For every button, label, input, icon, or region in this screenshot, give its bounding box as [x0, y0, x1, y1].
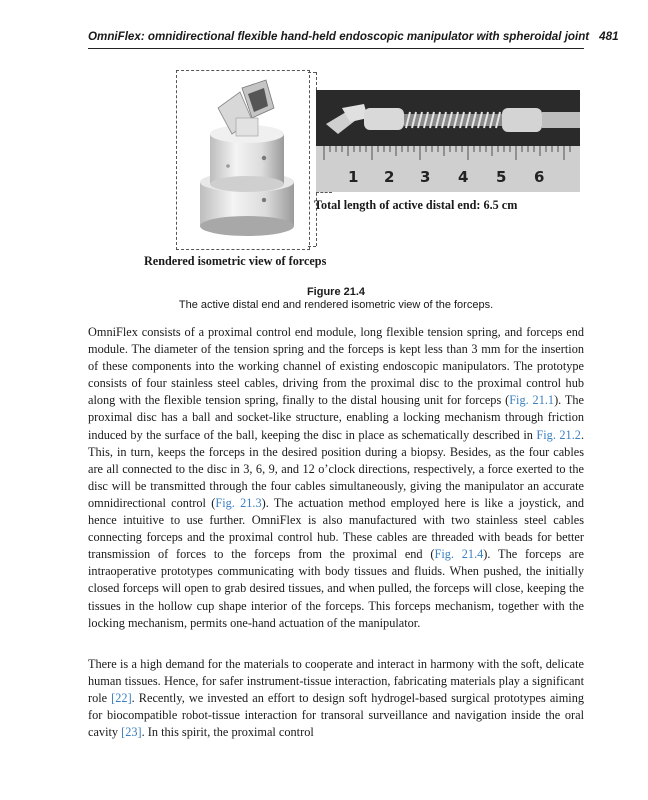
figure-reference-link[interactable]: Fig. 21.4	[434, 547, 484, 562]
body-paragraph	[88, 656, 584, 741]
figure-label: Figure 21.4	[306, 286, 366, 298]
text-run: OmniFlex consists of a proximal control end module, long flexible tension spring, and forceps end module. The diameter of the tension spring and the forceps is kept less than 3 mm for the insertion of these components into the working channel of existing endoscopic manipulators. The prototype consists of four stainless steel cables, driving from the proximal disc to the proximal control hub along with the flexible tension spring, finally to the distal housing unit for forceps (	[88, 325, 584, 408]
figure-reference-link[interactable]: Fig. 21.2	[536, 427, 581, 442]
ruler-number: 6	[534, 168, 545, 186]
connector-line	[308, 246, 316, 247]
text-run: There is a high demand for the materials to cooperate and interact in harmony with the soft, delicate human tissues. Hence, for safer instrument-tissue interaction, fabricating materials play a significant role	[88, 657, 584, 706]
text-run: ). The actuation method employed here is like a joystick, and hence intuitive to use further. OmniFlex is also manufactured with two stainless steel cables connecting forceps and the proximal control hub. These cables are threaded with beads for better transmission of forces to the forceps from the proximal end (	[88, 495, 584, 562]
text-run: . This, in turn, keeps the forceps in the desired position during a biopsy. Besides, as the four cables are all connected to the disc in 3, 6, 9, and 12 o’clock directions, respectively, a force exerted to the disc will be transmitted through the four cables simultaneously, giving the manipulator an accurate omnidirectional control (	[88, 427, 585, 510]
ruler-number: 1	[348, 168, 359, 186]
running-header	[88, 30, 619, 49]
ruler-number: 4	[458, 168, 469, 186]
page-number: 481	[599, 30, 619, 43]
connector-line	[308, 72, 316, 73]
iso-caption: Rendered isometric view of forceps	[144, 254, 327, 268]
ruler-number: 5	[496, 168, 507, 186]
figure-reference-link[interactable]: Fig. 21.3	[215, 495, 262, 510]
text-run: . Recently, we invested an effort to design soft hydrogel-based surgical prototypes aiming for biocompatible robot-tissue interaction for transoral surveillance and navigation inside the oral cavity	[88, 691, 584, 740]
ruler-number: 2	[384, 168, 395, 186]
distal-end-photo	[316, 90, 580, 192]
running-title: OmniFlex: omnidirectional flexible hand-held endoscopic manipulator with spheroidal joint	[88, 30, 590, 43]
citation-link[interactable]: [23]	[121, 725, 142, 740]
citation-link[interactable]: [22]	[111, 691, 132, 706]
body-paragraph	[88, 324, 584, 632]
connector-line	[316, 192, 332, 193]
text-run: ). The forceps are intraoperative prototypes communicating with body tissues and fluids. When pushed, the initially closed forceps will open to grab desired tissues, and when pulled, the forceps will close, keeping the tissues in the hollow cup shape interior of the forceps. This forceps mechanism, together with the locking mechanism, permits one-hand actuation of the manipulator.	[88, 547, 584, 630]
forceps-isometric-render	[188, 78, 306, 244]
text-run: . In this spirit, the proximal control	[141, 725, 314, 740]
figure-21-4	[88, 62, 584, 284]
figure-reference-link[interactable]: Fig. 21.1	[509, 393, 555, 408]
figure-caption: The active distal end and rendered isometric view of the forceps.	[178, 299, 494, 311]
ruler-number: 3	[420, 168, 431, 186]
photo-caption: Total length of active distal end: 6.5 cm	[314, 198, 518, 212]
text-run: ). The proximal disc has a ball and socket-like structure, enabling a locking mechanism through friction induced by the surface of the ball, keeping the disc in place as schematically described in	[88, 393, 585, 442]
